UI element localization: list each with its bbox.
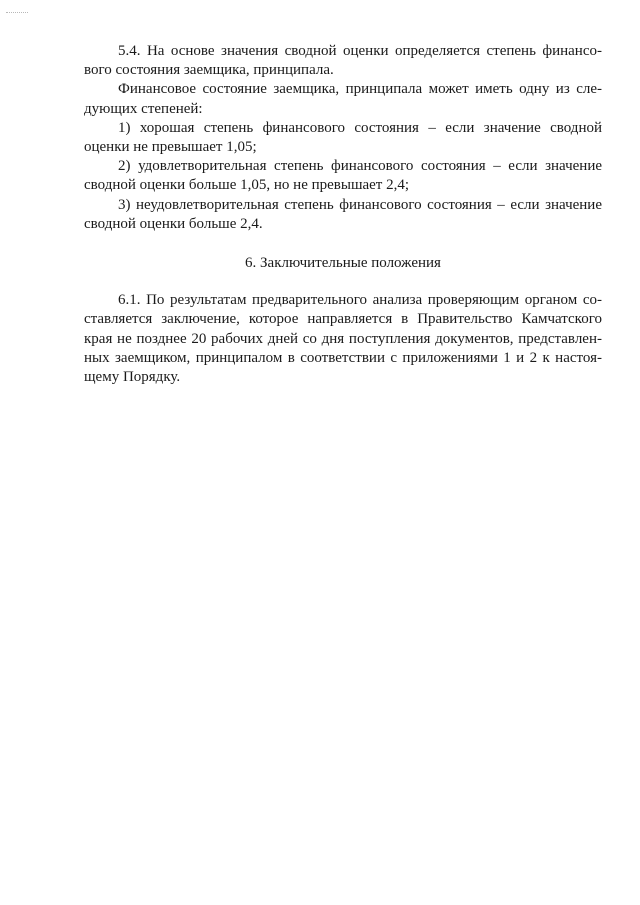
scan-artifact-mark <box>6 12 28 14</box>
section-heading-final-provisions: 6. Заключительные положения <box>245 255 441 272</box>
list-item-satisfactory-state: 2) удовлетворительная степень финансового состояния – если значение сводной оценки больше 1,05, но не превышает 2,4; <box>84 158 602 194</box>
list-item-unsatisfactory-state: 3) неудовлетворительная степень финансового состояния – если значение сводной оценки больше 2,4. <box>84 196 602 232</box>
list-item-good-state: 1) хорошая степень финансового состояния – если значение сводной оценки не превышает 1,05; <box>84 119 602 156</box>
document-body <box>84 42 602 387</box>
paragraph-financial-state-intro: Финансовое состояние заемщика, принципала может иметь одну из следующих степеней: <box>84 81 602 117</box>
paragraph-6-1: 6.1. По результатам предварительного анализа проверяющим органом составляется заключение, которое направляется в Правительство Камчатского края не позднее 20 рабочих дней со дня поступления документов, представленных заемщиком, принципалом в соответствии с приложениями 1 и 2 к настоящему Порядку. <box>84 292 602 386</box>
paragraph-5-4: 5.4. На основе значения сводной оценки определяется степень финансового состояния заемщика, принципала. <box>84 43 602 79</box>
